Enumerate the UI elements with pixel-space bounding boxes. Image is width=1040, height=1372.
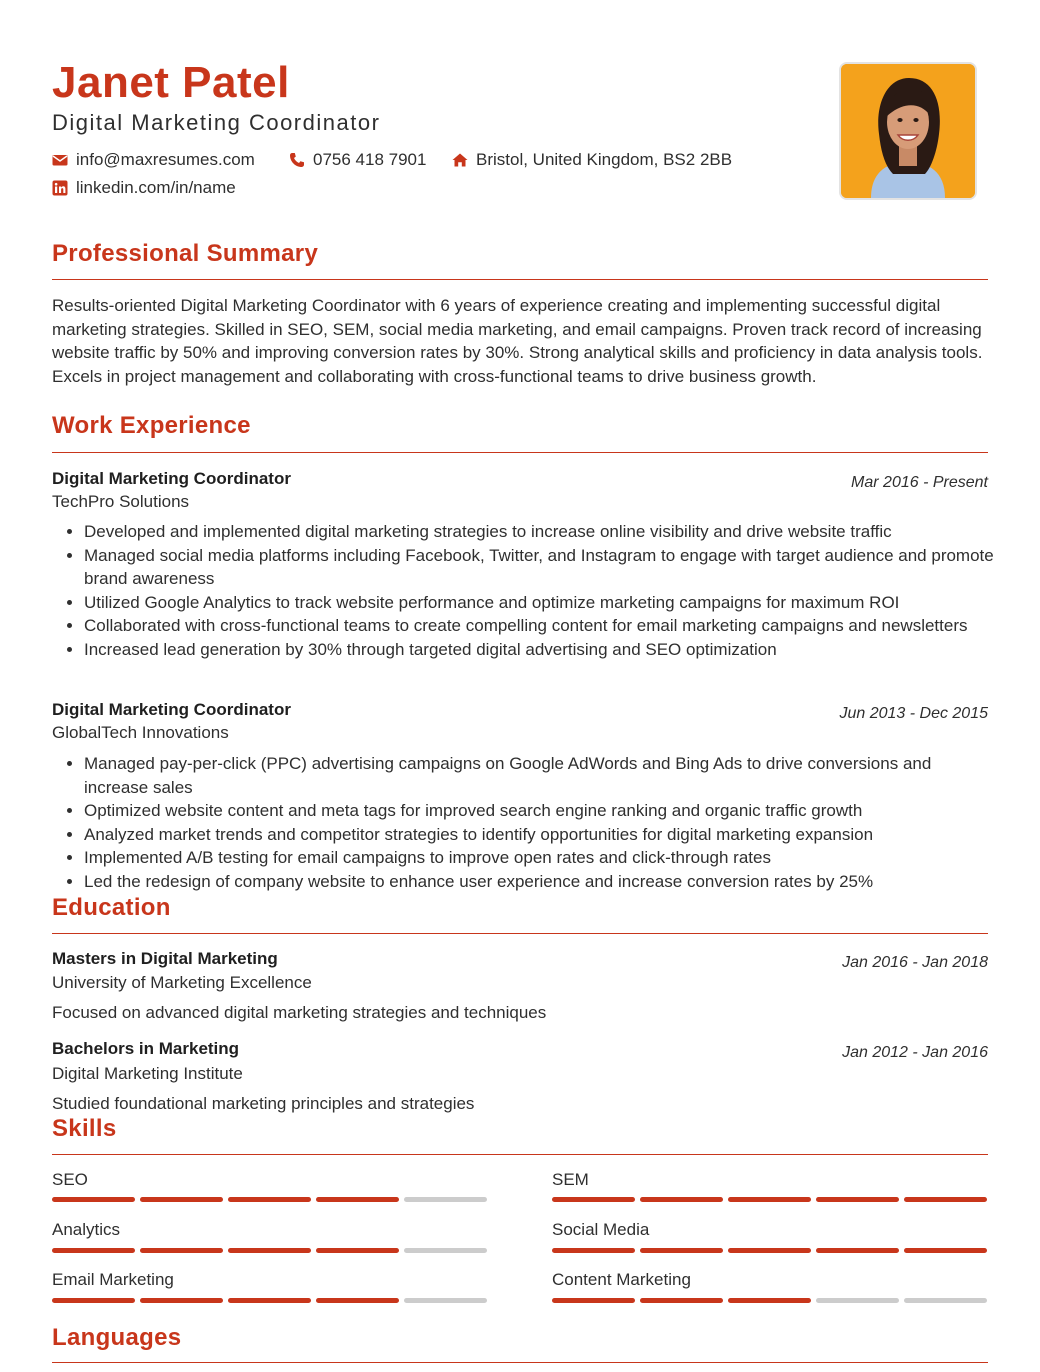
skill-name: Analytics <box>52 1220 121 1239</box>
skill-segment-filled <box>904 1248 987 1253</box>
skill-segment-empty <box>404 1197 487 1202</box>
skill-segment-filled <box>640 1197 723 1202</box>
phone-text: 0756 418 7901 <box>313 150 427 169</box>
skill-segment-filled <box>140 1298 223 1303</box>
skill-segment-filled <box>816 1197 899 1202</box>
skill-segment-filled <box>640 1298 723 1303</box>
education-degree: Bachelors in Marketing <box>52 1039 240 1058</box>
contact-linkedin[interactable] <box>52 178 236 198</box>
section-divider <box>52 1154 988 1155</box>
section-divider <box>52 279 988 280</box>
job-bullet: • Managed pay-per-click (PPC) advertising campaigns on Google AdWords and Bing Ads to drive conversions and increase sales <box>84 752 996 799</box>
section-title-experience: Work Experience <box>52 412 251 439</box>
job-bullet: • Increased lead generation by 30% through targeted digital advertising and SEO optimization <box>84 638 996 662</box>
skill-name: SEO <box>52 1170 88 1189</box>
job-bullet: • Managed social media platforms including Facebook, Twitter, and Instagram to engage with target audience and promote brand awareness <box>84 544 996 591</box>
education-degree: Masters in Digital Marketing <box>52 949 278 968</box>
skill-segment-filled <box>728 1248 811 1253</box>
candidate-name: Janet Patel <box>52 58 290 107</box>
skill-segment-filled <box>52 1197 135 1202</box>
section-divider <box>52 933 988 934</box>
job-role: Digital Marketing Coordinator <box>52 700 291 719</box>
skill-segment-filled <box>552 1248 635 1253</box>
candidate-title: Digital Marketing Coordinator <box>52 110 381 135</box>
skill-bar <box>52 1298 487 1303</box>
skill-bar <box>552 1248 987 1253</box>
skill-segment-filled <box>316 1248 399 1253</box>
contact-email[interactable] <box>52 150 255 170</box>
skill-name: Social Media <box>552 1220 650 1239</box>
job-role: Digital Marketing Coordinator <box>52 469 291 488</box>
skill-segment-filled <box>728 1298 811 1303</box>
section-title-skills: Skills <box>52 1115 117 1142</box>
job-dates: Mar 2016 - Present <box>851 474 988 491</box>
phone-icon <box>289 152 305 168</box>
education-description: Studied foundational marketing principles and strategies <box>52 1094 475 1113</box>
skill-bar <box>552 1197 987 1202</box>
email-text: info@maxresumes.com <box>76 150 255 169</box>
job-bullet: • Developed and implemented digital marketing strategies to increase online visibility and drive website traffic <box>84 520 996 544</box>
job-company: GlobalTech Innovations <box>52 723 229 742</box>
skill-segment-filled <box>816 1248 899 1253</box>
contact-phone[interactable] <box>289 150 426 170</box>
skill-segment-filled <box>316 1197 399 1202</box>
skill-segment-filled <box>52 1298 135 1303</box>
linkedin-icon <box>52 180 68 196</box>
job-bullet: • Collaborated with cross-functional teams to create compelling content for email marketing campaigns and newsletters <box>84 614 996 638</box>
section-title-education: Education <box>52 894 171 921</box>
section-divider <box>52 1362 988 1363</box>
education-school: Digital Marketing Institute <box>52 1064 243 1083</box>
skill-segment-filled <box>640 1248 723 1253</box>
skill-segment-filled <box>140 1248 223 1253</box>
education-description: Focused on advanced digital marketing strategies and techniques <box>52 1003 547 1022</box>
skill-bar <box>52 1197 487 1202</box>
section-title-languages: Languages <box>52 1324 182 1351</box>
skill-segment-filled <box>552 1197 635 1202</box>
skill-segment-filled <box>52 1248 135 1253</box>
skill-segment-filled <box>316 1298 399 1303</box>
skill-segment-filled <box>552 1298 635 1303</box>
job-bullet: • Utilized Google Analytics to track website performance and optimize marketing campaigns for maximum ROI <box>84 591 996 615</box>
summary-text: Results-oriented Digital Marketing Coordinator with 6 years of experience creating and implementing successful digital marketing strategies. Skilled in SEO, SEM, social media marketing, and email campaigns. Proven track record of increasing website traffic by 50% and improving conversion rates by 30%. Strong analytical skills and proficiency in data analysis tools. Excels in project management and collaborating with cross-functional teams to drive business growth. <box>52 296 983 386</box>
skill-bar <box>52 1248 487 1253</box>
section-title-summary: Professional Summary <box>52 240 319 267</box>
section-divider <box>52 452 988 453</box>
envelope-icon <box>52 152 68 168</box>
skill-segment-filled <box>728 1197 811 1202</box>
skill-name: Content Marketing <box>552 1270 691 1289</box>
skill-segment-empty <box>816 1298 899 1303</box>
job-bullet: • Implemented A/B testing for email campaigns to improve open rates and click-through rates <box>84 846 996 870</box>
skill-name: SEM <box>552 1170 589 1189</box>
skill-segment-filled <box>228 1248 311 1253</box>
job-bullet: • Led the redesign of company website to enhance user experience and increase conversion rates by 25% <box>84 870 996 894</box>
job-dates: Jun 2013 - Dec 2015 <box>839 705 988 722</box>
education-dates: Jan 2012 - Jan 2016 <box>842 1044 988 1061</box>
linkedin-text: linkedin.com/in/name <box>76 178 236 197</box>
job-bullets <box>52 752 996 893</box>
skill-segment-filled <box>228 1197 311 1202</box>
profile-photo <box>839 62 977 200</box>
contact-location <box>452 150 732 170</box>
location-text: Bristol, United Kingdom, BS2 2BB <box>476 150 733 169</box>
job-bullets <box>52 520 996 661</box>
job-company: TechPro Solutions <box>52 492 190 511</box>
skill-bar <box>552 1298 987 1303</box>
job-bullet: • Optimized website content and meta tags for improved search engine ranking and organic traffic growth <box>84 799 996 823</box>
skill-segment-empty <box>404 1298 487 1303</box>
skill-segment-empty <box>404 1248 487 1253</box>
education-school: University of Marketing Excellence <box>52 973 312 992</box>
home-icon <box>452 152 468 168</box>
job-bullet: • Analyzed market trends and competitor strategies to identify opportunities for digital marketing expansion <box>84 823 996 847</box>
education-dates: Jan 2016 - Jan 2018 <box>842 954 988 971</box>
avatar-illustration <box>841 64 975 198</box>
skill-segment-filled <box>140 1197 223 1202</box>
skill-name: Email Marketing <box>52 1270 174 1289</box>
skill-segment-filled <box>904 1197 987 1202</box>
skill-segment-empty <box>904 1298 987 1303</box>
skill-segment-filled <box>228 1298 311 1303</box>
